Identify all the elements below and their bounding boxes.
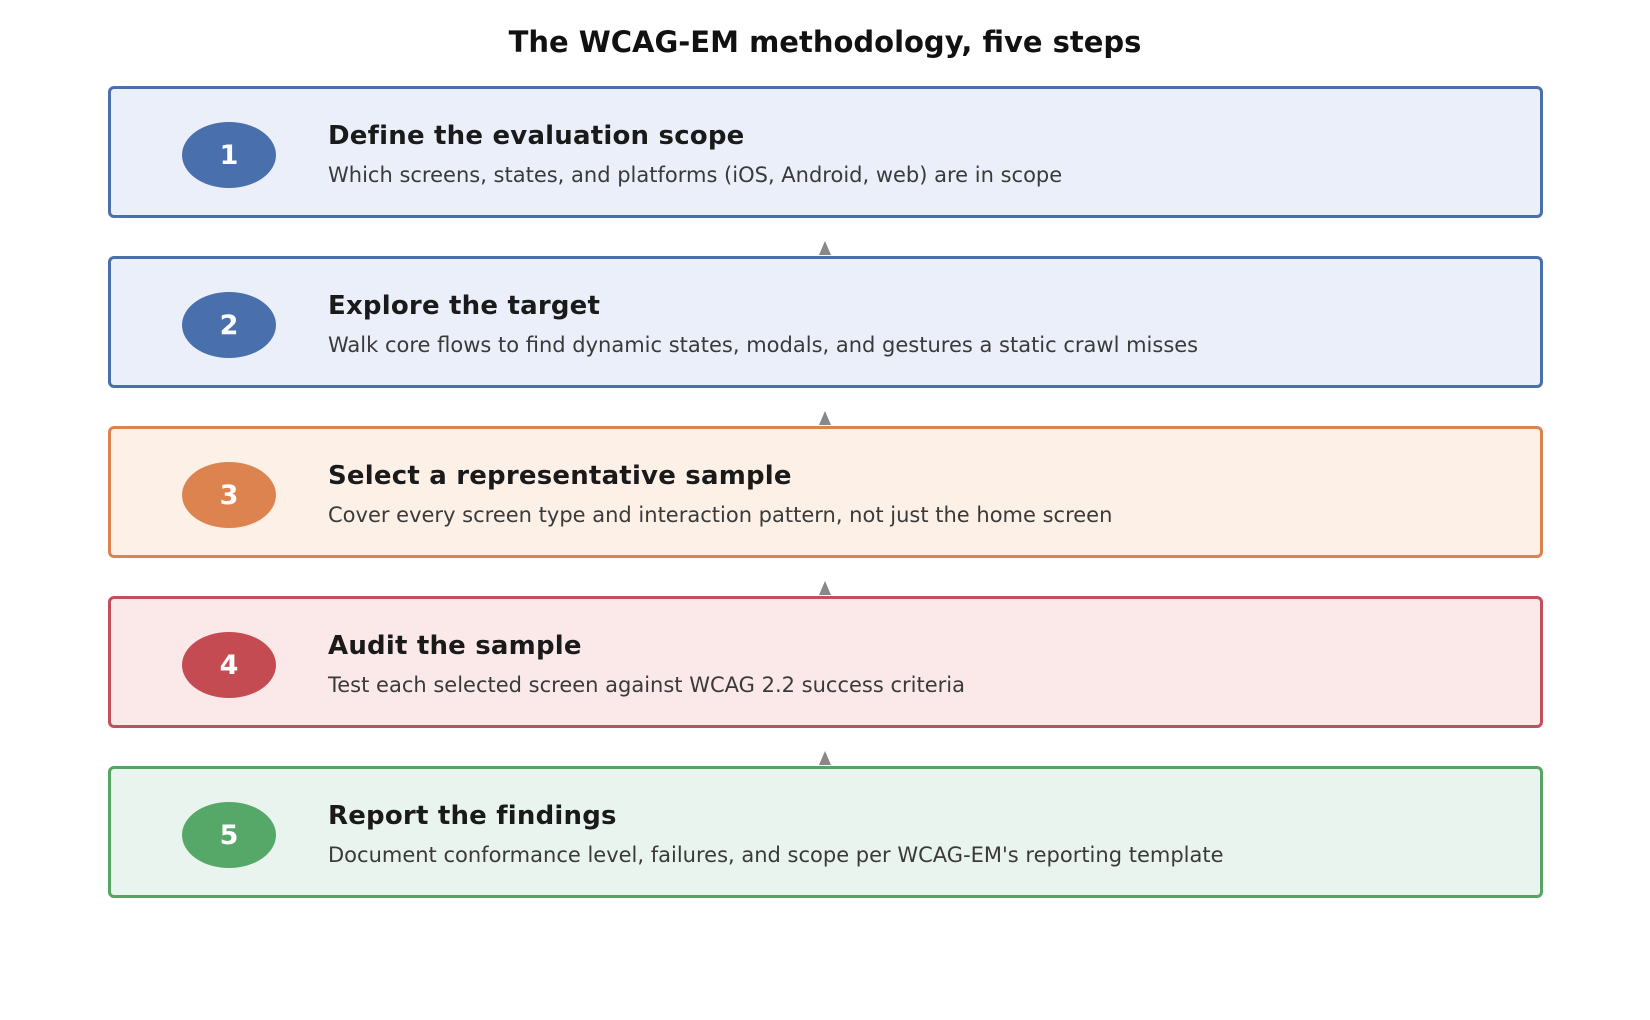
- step-title: Report the findings: [328, 801, 617, 831]
- step-description: Walk core flows to find dynamic states, modals, and gestures a static crawl misses: [328, 333, 1199, 357]
- connector-arrow: [819, 581, 831, 595]
- step-description: Test each selected screen against WCAG 2.2 success criteria: [328, 673, 965, 697]
- step-title: Select a representative sample: [328, 461, 792, 491]
- diagram-title: The WCAG-EM methodology, five steps: [508, 25, 1142, 59]
- step-number-badge: 4: [182, 632, 276, 698]
- step-box-2: [108, 256, 1543, 388]
- step-number-badge: 5: [182, 802, 276, 868]
- step-number-badge: 2: [182, 292, 276, 358]
- connector-arrow: [819, 241, 831, 255]
- step-number-badge: 1: [182, 122, 276, 188]
- step-description: Document conformance level, failures, and scope per WCAG-EM's reporting template: [328, 843, 1224, 867]
- step-title: Explore the target: [328, 291, 601, 321]
- step-box-5: [108, 766, 1543, 898]
- connector-arrow: [819, 751, 831, 765]
- step-title: Audit the sample: [328, 631, 582, 661]
- step-description: Which screens, states, and platforms (iOS, Android, web) are in scope: [328, 163, 1063, 187]
- step-box-4: [108, 596, 1543, 728]
- step-number-badge: 3: [182, 462, 276, 528]
- step-box-3: [108, 426, 1543, 558]
- connector-arrow: [819, 411, 831, 425]
- step-box-1: [108, 86, 1543, 218]
- step-description: Cover every screen type and interaction pattern, not just the home screen: [328, 503, 1113, 527]
- step-title: Define the evaluation scope: [328, 121, 745, 151]
